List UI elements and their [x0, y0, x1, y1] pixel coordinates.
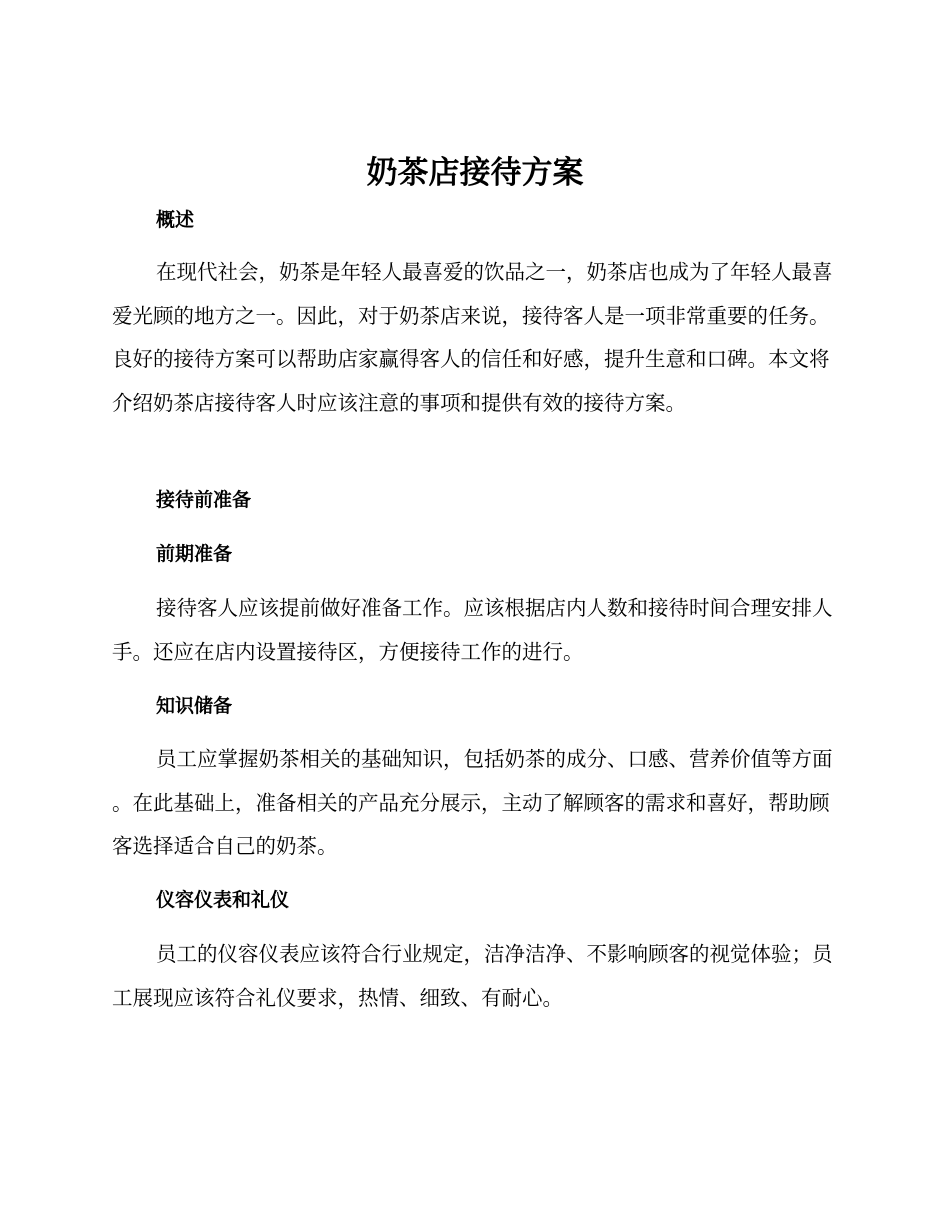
section-heading-early-preparation: 前期准备	[156, 543, 233, 565]
section-heading-overview: 概述	[156, 209, 195, 231]
section-heading-knowledge: 知识储备	[156, 695, 233, 717]
section-heading-preparation: 接待前准备	[156, 489, 252, 511]
section-paragraph-overview: 在现代社会，奶茶是年轻人最喜爱的饮品之一，奶茶店也成为了年轻人最喜爱光顾的地方之一。因此，对于奶茶店来说，接待客人是一项非常重要的任务。良好的接待方案可以帮助店家赢得客人的信任和好感，提升生意和口碑。本文将介绍奶茶店接待客人时应该注意的事项和提供有效的接待方案。	[112, 260, 833, 415]
section-paragraph-appearance-etiquette: 员工的仪容仪表应该符合行业规定，洁净洁净、不影响顾客的视觉体验；员工展现应该符合礼仪要求，热情、细致、有耐心。	[112, 942, 833, 1010]
section-heading-appearance-etiquette: 仪容仪表和礼仪	[156, 889, 290, 911]
section-paragraph-early-preparation: 接待客人应该提前做好准备工作。应该根据店内人数和接待时间合理安排人手。还应在店内设置接待区，方便接待工作的进行。	[112, 596, 833, 664]
document-title: 奶茶店接待方案	[366, 155, 584, 191]
section-paragraph-knowledge: 员工应掌握奶茶相关的基础知识，包括奶茶的成分、口感、营养价值等方面。在此基础上，准备相关的产品充分展示，主动了解顾客的需求和喜好，帮助顾客选择适合自己的奶茶。	[112, 747, 833, 858]
